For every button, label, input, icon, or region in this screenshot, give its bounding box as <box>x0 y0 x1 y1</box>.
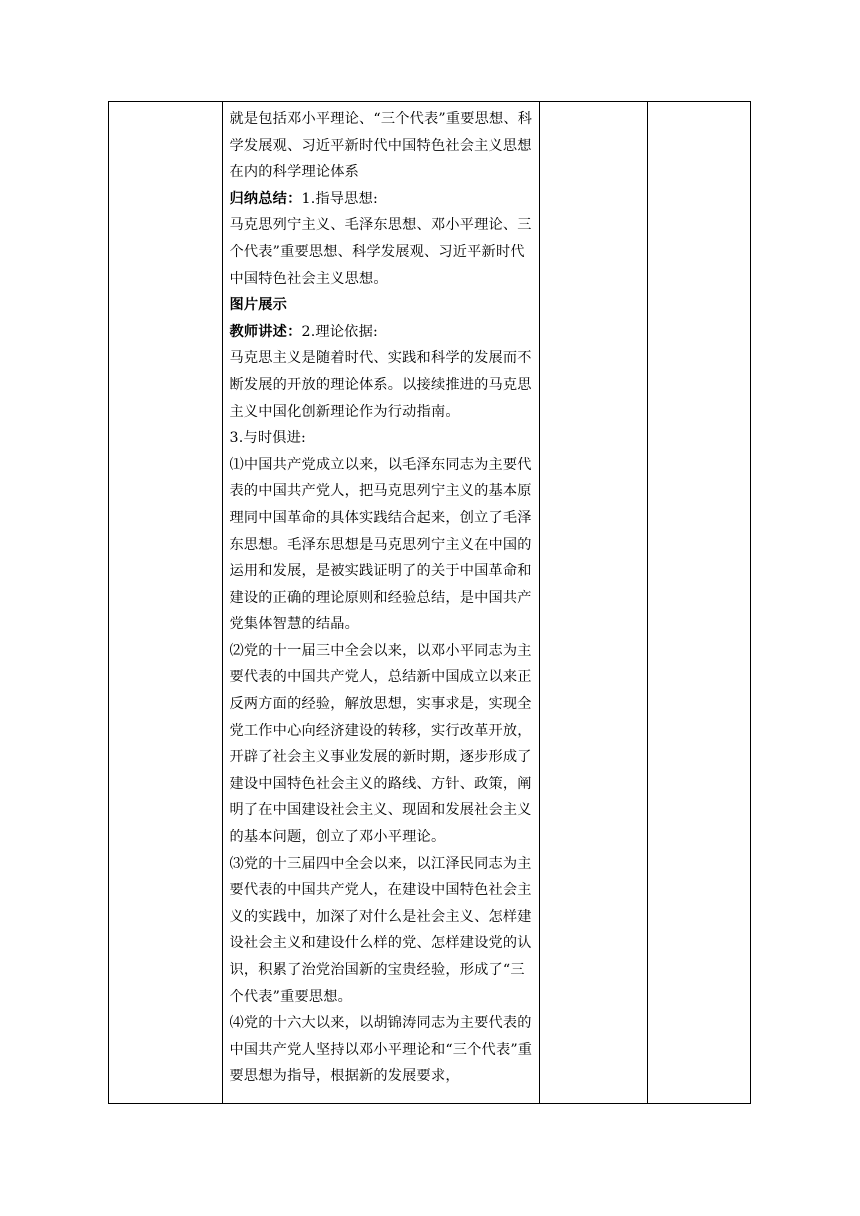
teacher-text: 2.理论依据: <box>301 323 378 340</box>
content-cell <box>222 102 539 1104</box>
paragraph: 3.与时俱进: <box>229 430 306 447</box>
paragraph: ⑴中国共产党成立以来，以毛泽东同志为主要代表的中国共产党人，把马克思列宁主义的基本原理同中国革命的具体实践结合起来，创立了毛泽东思想。毛泽东思想是马克思列宁主义在中国的运用和发展，是被实践证明了的关于中国革命和建设的正确的理论原则和经验总结，是中国共产党集体智慧的结晶。 <box>229 456 532 633</box>
summary-line <box>230 186 533 213</box>
teacher-line <box>230 319 533 346</box>
empty-cell-left <box>109 102 223 1104</box>
content-text-block <box>223 102 539 1090</box>
paragraph: ⑷党的十六大以来，以胡锦涛同志为主要代表的中国共产党人坚持以邓小平理论和“三个代表”重要思想为指导，根据新的发展要求， <box>229 1015 533 1085</box>
table-row <box>109 102 751 1104</box>
paragraph: 马克思列宁主义、毛泽东思想、邓小平理论、三个代表”重要思想、科学发展观、习近平新时代中国特色社会主义思想。 <box>229 217 532 287</box>
paragraph: ⑵党的十一届三中全会以来，以邓小平同志为主要代表的中国共产党人，总结新中国成立以来正反两方面的经验，解放思想，实事求是，实现全党工作中心向经济建设的转移，实行改革开放，开辟了社会主义事业发展的新时期，逐步形成了建设中国特色社会主义的路线、方针、政策，阐明了在中国建设社会主义、现固和发展社会主义的基本问题，创立了邓小平理论。 <box>229 642 532 846</box>
paragraph: ⑶党的十三届四中全会以来，以江泽民同志为主要代表的中国共产党人，在建设中国特色社会主义的实践中，加深了对什么是社会主义、怎样建设社会主义和建设什么样的党、怎样建设党的认识，积累了治党治国新的宝贵经验，形成了“三个代表”重要思想。 <box>229 855 532 1005</box>
empty-cell-middle <box>539 102 648 1104</box>
teacher-label: 教师讲述： <box>229 323 302 340</box>
empty-cell-right <box>648 102 751 1104</box>
summary-text: 1.指导思想: <box>301 190 378 207</box>
lesson-plan-table <box>108 101 751 1104</box>
picture-show-heading: 图片展示 <box>229 297 288 314</box>
paragraph: 就是包括邓小平理论、“三个代表”重要思想、科学发展观、习近平新时代中国特色社会主义思想在内的科学理论体系 <box>229 111 533 181</box>
summary-label: 归纳总结： <box>229 190 302 207</box>
paragraph: 马克思主义是随着时代、实践和科学的发展而不断发展的开放的理论体系。以接续推进的马克思主义中国化创新理论作为行动指南。 <box>229 350 532 420</box>
